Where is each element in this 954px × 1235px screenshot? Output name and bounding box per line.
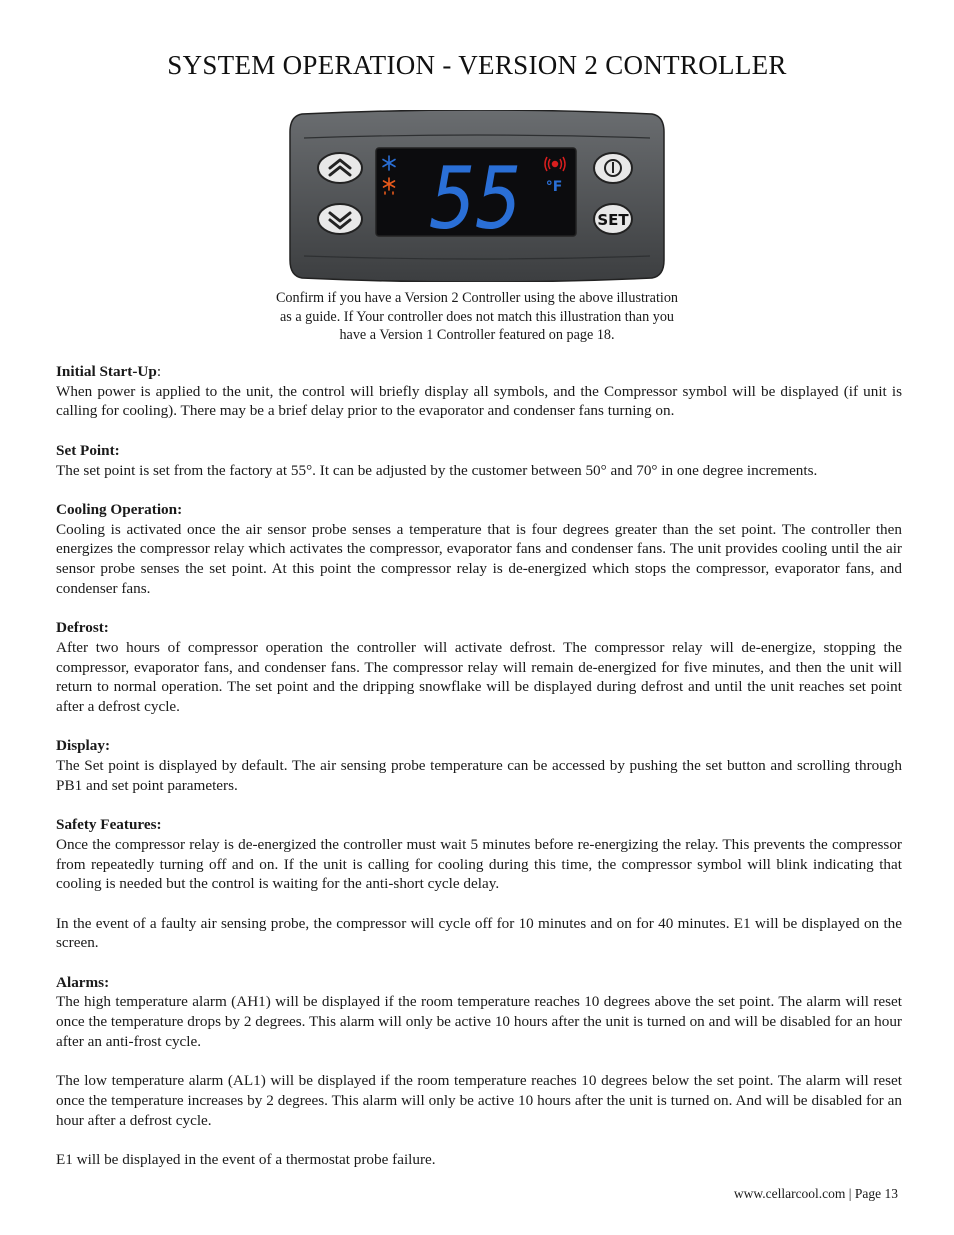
section-paragraph: Once the compressor relay is de-energized the controller must wait 5 minutes before re-energizing the relay. This prevents the compressor from repeatedly turning off and on. If the unit is calling for cooling during this time, the compressor symbol will blink indicating that cooling is needed but the control is waiting for the anti-short cycle delay. [56, 835, 902, 893]
power-button[interactable] [594, 153, 632, 183]
caption-line: have a Version 1 Controller featured on page 18. [339, 327, 615, 344]
section-initial-start-up [56, 362, 902, 421]
section-paragraph: In the event of a faulty air sensing probe, the compressor will cycle off for 10 minutes and on for 40 minutes. E1 will be displayed on the screen. [56, 914, 902, 952]
controller-illustration [288, 110, 666, 282]
up-button[interactable] [318, 153, 362, 183]
section-set-point [56, 441, 902, 480]
temperature-display: 55 [430, 149, 522, 249]
caption-line: Confirm if you have a Version 2 Controller using the above illustration [275, 290, 679, 306]
controller-caption [230, 289, 724, 345]
set-button[interactable] [594, 204, 632, 234]
section-heading: Initial Start-Up: [56, 363, 162, 380]
page-footer: www.cellarcool.com | Page 13 [733, 1186, 898, 1201]
section-paragraph: Cooling is activated once the air sensor probe senses a temperature that is four degrees greater than the set point. The controller then energizes the compressor relay which activates the compressor, evaporator fans and condenser fans. The unit provides cooling until the air sensor probe senses the set point. At this point the compressor relay is de-energized which stops the compressor, evaporator fans, and condenser fans. [56, 520, 902, 597]
section-heading: Defrost: [56, 619, 109, 637]
section-defrost [56, 618, 902, 717]
instructions-body [56, 362, 902, 1189]
section-alarms [56, 973, 902, 1170]
section-heading: Set Point: [56, 441, 120, 459]
section-paragraph: The Set point is displayed by default. The air sensing probe temperature can be accessed by pushing the set button and scrolling through PB1 and set point parameters. [56, 757, 902, 794]
section-heading: Safety Features: [56, 816, 162, 834]
section-paragraph: When power is applied to the unit, the control will briefly display all symbols, and the Compressor symbol will be displayed (if unit is calling for cooling). There may be a brief delay prior to the evaporator and condenser fans turning on. [56, 382, 902, 420]
page-title: SYSTEM OPERATION - VERSION 2 CONTROLLER [167, 50, 787, 80]
set-button-label: SET [597, 211, 629, 229]
section-heading: Cooling Operation: [56, 500, 183, 518]
section-paragraph: After two hours of compressor operation the controller will activate defrost. The compressor relay will de-energize, stopping the compressor, evaporator fans, and condenser fans. The compressor relay will remain de-energized for five minutes, and then the unit will return to normal operation. The set point and the dripping snowflake will be displayed during defrost and until the unit reaches set point after a defrost cycle. [56, 638, 902, 715]
section-heading: Alarms: [56, 973, 110, 991]
section-safety-features [56, 815, 902, 953]
section-paragraph: The high temperature alarm (AH1) will be displayed if the room temperature reaches 10 degrees above the set point. The alarm will reset once the temperature drops by 2 degrees. This alarm will only be active 10 hours after the unit is turned on and will be disabled for an hour after an anti-frost cycle. [56, 993, 902, 1050]
section-paragraph: The low temperature alarm (AL1) will be displayed if the room temperature reaches 10 degrees below the set point. The alarm will reset once the temperature increases by 2 degrees. This alarm will only be active 10 hours after the unit is turned on. And will be disabled for an hour after a defrost cycle. [56, 1072, 902, 1129]
section-display [56, 736, 902, 795]
caption-line: as a guide. If Your controller does not match this illustration than you [279, 308, 675, 325]
unit-label: °F [545, 179, 563, 195]
section-paragraph: E1 will be displayed in the event of a thermostat probe failure. [56, 1150, 436, 1168]
section-cooling-operation [56, 500, 902, 599]
section-paragraph: The set point is set from the factory at 55°. It can be adjusted by the customer between 50° and 70° in one degree increments. [56, 461, 818, 479]
section-heading: Display: [56, 737, 111, 755]
down-button[interactable] [318, 204, 362, 234]
